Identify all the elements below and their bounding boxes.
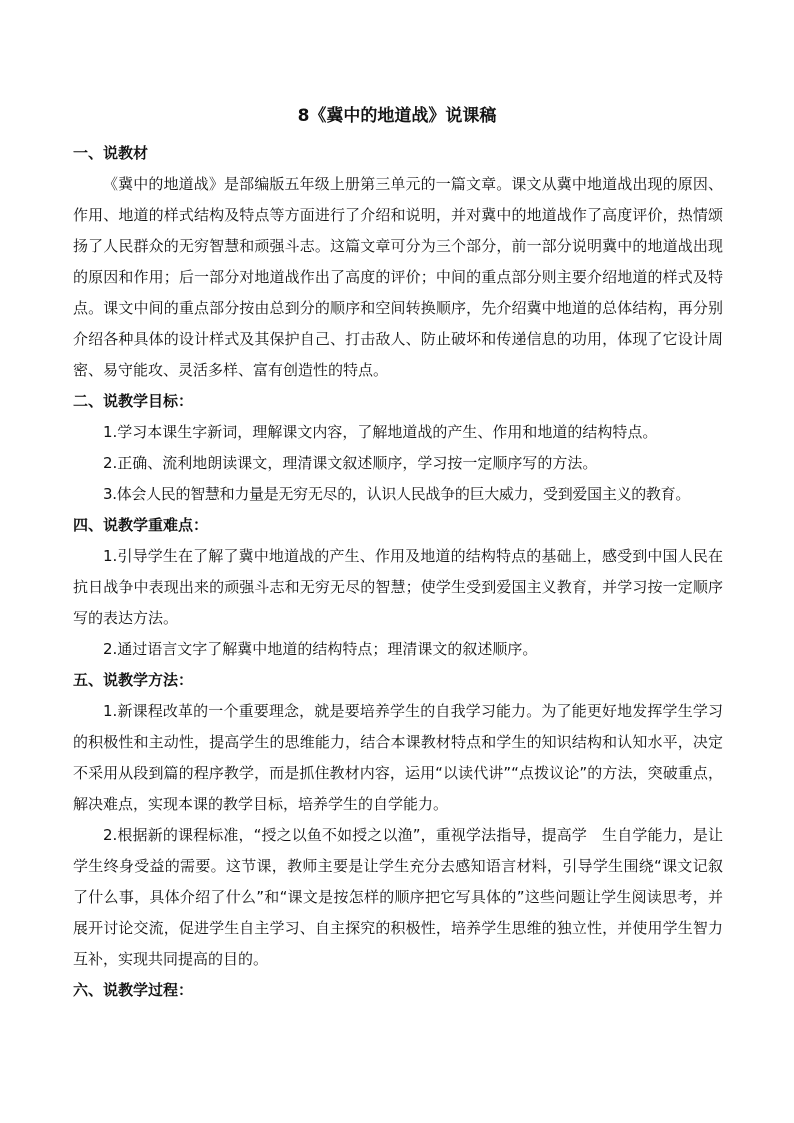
page-title: 8《冀中的地道战》说课稿 xyxy=(297,106,497,126)
section-teaching-goals xyxy=(73,386,723,510)
list-item: 2.根据新的课程标准，“授之以鱼不如授之以渔”，重视学法指导，提高学 生自学能力，是让学生终身受益的需要。这节课，教师主要是让学生充分去感知语言材料，引导学生围绕“课文记叙了什么事，具体介绍了什么”和“课文是按怎样的顺序把它写具体的”这些问题让学生阅读思考，并展开讨论交流，促进学生自主学习、自主探究的积极性，培养学生思维的独立性，并使用学生智力互补，实现共同提高的目的。 xyxy=(73,826,723,968)
document-body xyxy=(73,138,723,1006)
paragraph: 《冀中的地道战》是部编版五年级上册第三单元的一篇文章。课文从冀中地道战出现的原因、作用、地道的样式结构及特点等方面进行了介绍和说明，并对冀中的地道战作了高度评价，热情颂扬了人民群众的无穷智慧和顽强斗志。这篇文章可分为三个部分，前一部分说明冀中的地道战出现的原因和作用；后一部分对地道战作出了高度的评价；中间的重点部分则主要介绍地道的样式及特点。课文中间的重点部分按由总到分的顺序和空间转换顺序，先介绍冀中地道的总体结构，再分别介绍各种具体的设计样式及其保护自己、打击敌人、防止破坏和传递信息的功用，体现了它设计周密、易守能攻、灵活多样、富有创造性的特点。 xyxy=(73,175,723,379)
list-item: 3.体会人民的智慧和力量是无穷无尽的，认识人民战争的巨大威力，受到爱国主义的教育。 xyxy=(103,485,691,503)
section-teaching-material xyxy=(73,138,723,386)
list-item: 2.正确、流利地朗读课文，理清课文叙述顺序，学习按一定顺序写的方法。 xyxy=(103,454,598,472)
section-teaching-methods xyxy=(73,665,723,975)
section-heading: 二、说教学目标： xyxy=(73,392,194,410)
section-heading: 一、说教材 xyxy=(73,144,149,162)
section-heading: 四、说教学重难点： xyxy=(73,516,209,534)
section-key-difficult-points xyxy=(73,510,723,665)
list-item: 1.引导学生在了解了冀中地道战的产生、作用及地道的结构特点的基础上，感受到中国人民在抗日战争中表现出来的顽强斗志和无穷无尽的智慧；使学生受到爱国主义教育，并学习按一定顺序写的表达方法。 xyxy=(73,547,723,627)
list-item: 2.通过语言文字了解冀中地道的结构特点；理清课文的叙述顺序。 xyxy=(103,640,538,658)
section-heading: 五、说教学方法： xyxy=(73,671,194,689)
section-heading: 六、说教学过程： xyxy=(73,981,194,999)
section-teaching-process xyxy=(73,975,723,1006)
list-item: 1.学习本课生字新词，理解课文内容，了解地道战的产生、作用和地道的结构特点。 xyxy=(103,423,658,441)
list-item: 1.新课程改革的一个重要理念，就是要培养学生的自我学习能力。为了能更好地发挥学生学习的积极性和主动性，提高学生的思维能力，结合本课教材特点和学生的知识结构和认知水平，决定不采用从段到篇的程序教学，而是抓住教材内容，运用“以读代讲”“点拨议论”的方法，突破重点，解决难点，实现本课的教学目标，培养学生的自学能力。 xyxy=(73,702,723,813)
